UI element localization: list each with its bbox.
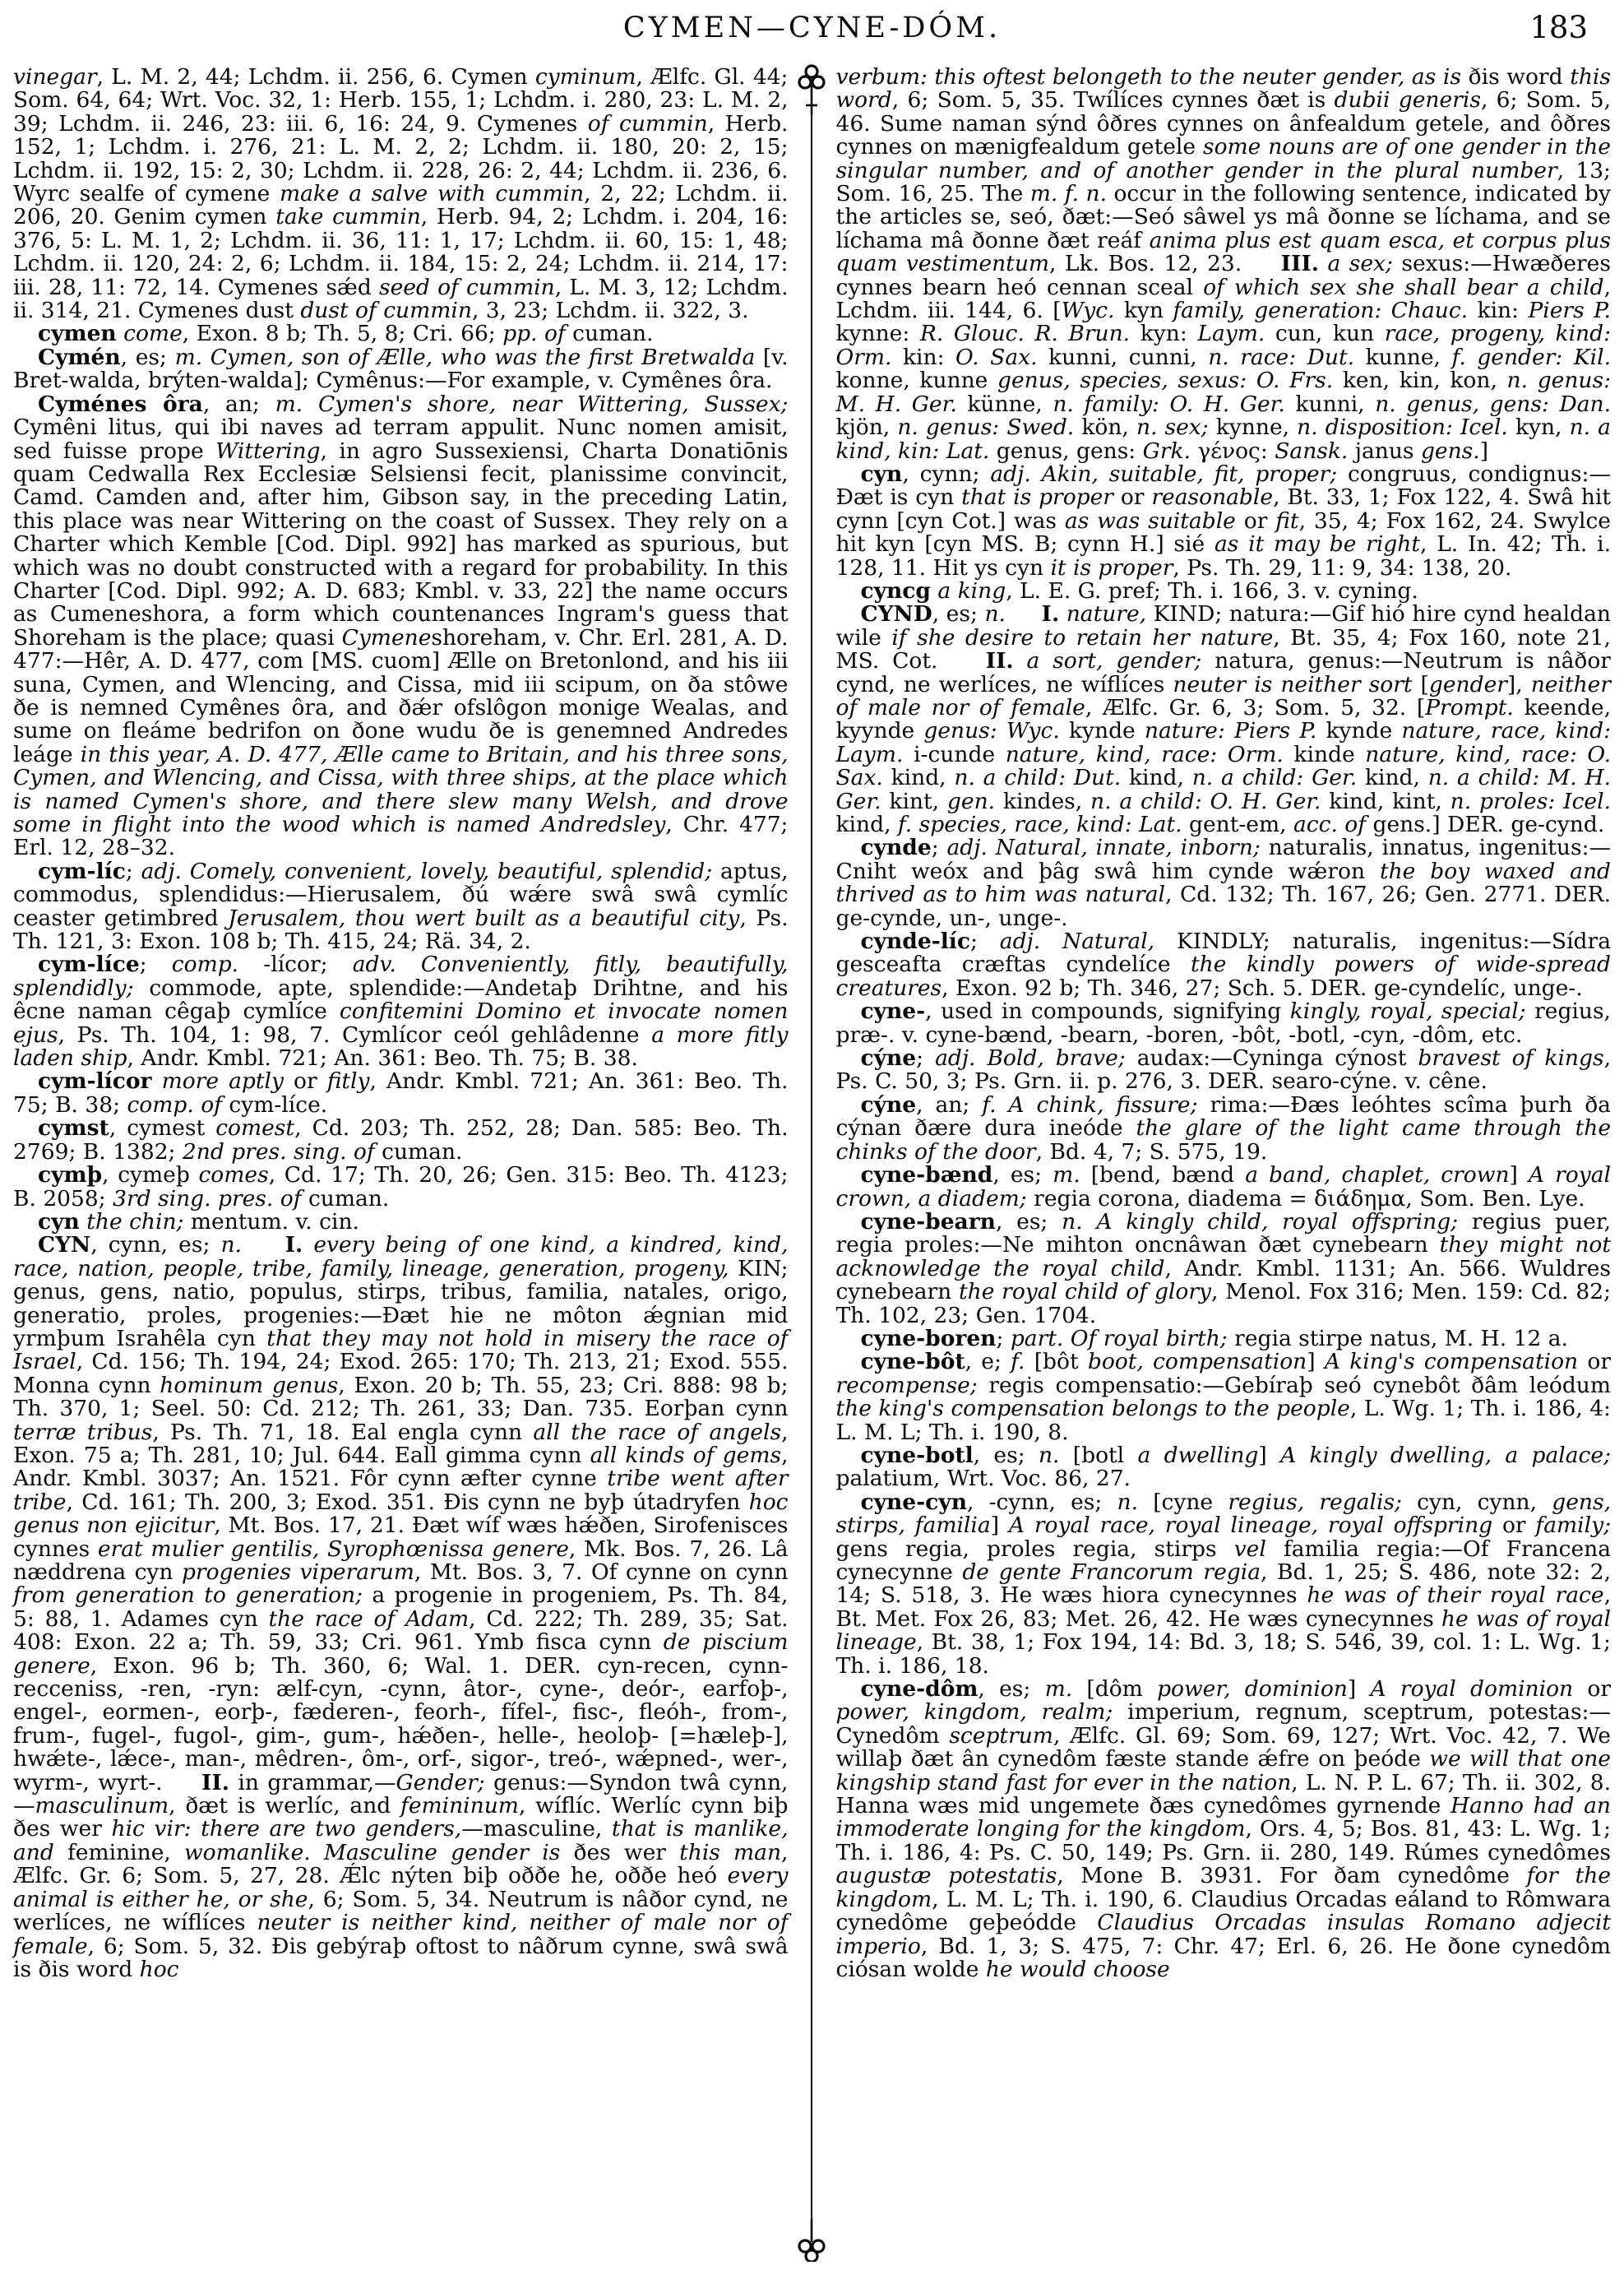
- dictionary-entry: cym-lícor more aptly or fitly, Andr. Kmbl. 721; An. 361: Beo. Th. 75; B. 38; comp. of cym-líce.: [13, 1068, 789, 1118]
- dictionary-entry: cymst, cymest comest, Cd. 203; Th. 252, 28; Dan. 585: Beo. Th. 2769; B. 1382; 2nd pres. sing. of cuman.: [13, 1115, 789, 1165]
- trefoil-ornament-top-icon: [797, 64, 826, 115]
- dictionary-entry: Cymén, es; m. Cymen, son of Ælle, who was the first Bretwalda [v. Bret-walda, brýten-walda]; Cymênus:—For example, v. Cymênes ôra.: [13, 344, 789, 394]
- dictionary-entry: cym-líce; comp. -lícor; adv. Conveniently, fitly, beautifully, splendidly; commode, apte, splendide:—Andetaþ Drihtne, and his êcne naman cêgaþ cymlíce confitemini Domino et invocate nomen ejus, Ps. Th. 104, 1: 98, 7. Cymlícor ceól gehlâdenne a more fitly laden ship, Andr. Kmbl. 721; An. 361: Beo. Th. 75; B. 38.: [13, 952, 789, 1072]
- dictionary-entry: cymen come, Exon. 8 b; Th. 5, 8; Cri. 66; pp. of cuman.: [38, 321, 654, 347]
- dictionary-entry: cyne-, used in compounds, signifying kingly, royal, special; regius, præ-. v. cyne-bænd, -bearn, -boren, -bôt, -botl, -cyn, -dôm, etc.: [835, 998, 1611, 1048]
- dictionary-entry: cynde; adj. Natural, innate, inborn; naturalis, innatus, ingenitus:—Cniht weóx and þâg swâ him cynde wǽron the boy waxed and thrived as to him was natural, Cd. 132; Th. 167, 26; Gen. 2771. DER. ge-cynde, un-, unge-.: [835, 835, 1612, 931]
- left-column: [3, 64, 797, 2262]
- dictionary-entry: cyne-bôt, e; f. [bôt boot, compensation] A king's compensation or recompense; regis compensatio:—Gebíraþ seó cynebôt ðâm leódum the king's compensation belongs to the people, L. Wg. 1; Th. i. 186, 4: L. M. L; Th. i. 190, 8.: [835, 1349, 1611, 1445]
- dictionary-entry: cyn, cynn; adj. Akin, suitable, fit, proper; congruus, condignus:—Ðæt is cyn that is proper or reasonable, Bt. 33, 1; Fox 122, 4. Swâ hit cynn [cyn Cot.] was as was suitable or fit, 35, 4; Fox 162, 24. Swylce hit kyn [cyn MS. B; cynn H.] sié as it may be right, L. In. 42; Th. i. 128, 11. Hit ys cyn it is proper, Ps. Th. 29, 11: 9, 34: 138, 20.: [835, 461, 1612, 581]
- dictionary-entry: cymþ, cymeþ comes, Cd. 17; Th. 20, 26; Gen. 315: Beo. Th. 4123; B. 2058; 3rd sing. pres. of cuman.: [13, 1162, 789, 1211]
- dictionary-entry: cyne-boren; part. Of royal birth; regia stirpe natus, M. H. 12 a.: [860, 1325, 1568, 1351]
- dictionary-entry: Cyménes ôra, an; m. Cymen's shore, near Wittering, Sussex; Cymêni litus, qui ibi naves ad terram appulit. Nunc nomen amisit, sed fuisse prope Wittering, in agro Sussexiensi, Charta Donatiōnis quam Cedwalla Rex Ecclesiæ Selsiensi fecit, planissime convincit, Camd. Camden and, after him, Gibson say, in the preceding Latin, this place was near Wittering on the coast of Sussex. They rely on a Charter which Kemble [Cod. Dipl. 992] has marked as spurious, but which was no doubt constructed with a regard for probability. In this Charter [Cod. Dipl. 992; A. D. 683; Kmbl. v. 33, 22] the name occurs as Cumeneshora, a form which countenances Ingram's guess that Shoreham is the place; quasi Cymeneshoreham, v. Chr. Erl. 281, A. D. 477:—Hêr, A. D. 477, com [MS. cuom] Ælle on Bretonlond, and his iii suna, Cymen, and Wlencing, and Cissa, mid iii scipum, on ða stôwe ðe is nemned Cymênes ôra, and ðǽr ofslôgon monige Wealas, and sume on fleáme bedrifon on ðone wudu ðe is genemned Andredes leáge in this year, A. D. 477, Ælle came to Britain, and his three sons, Cymen, and Wlencing, and Cissa, with three ships, at the place which is named Cymen's shore, and there slew many Welsh, and drove some in flight into the wood which is named Andredsley, Chr. 477; Erl. 12, 28–32.: [13, 391, 789, 861]
- column-rule: [811, 115, 812, 2219]
- trefoil-ornament-bottom-icon: [797, 2219, 826, 2262]
- right-column: [826, 64, 1622, 2262]
- dictionary-entry: CYN, cynn, es; n. I. every being of one kind, a kindred, kind, race, nation, people, tribe, family, lineage, generation, progeny, KIN; genus, gens, natio, populus, stirps, tribus, familia, natales, origo, generatio, proles, progenies:—Ðæt hie ne môton ǽgnian mid yrmþum Israhêla cyn that they may not hold in misery the race of Israel, Cd. 156; Th. 194, 24; Exod. 265: 170; Th. 213, 21; Exod. 555. Monna cynn hominum genus, Exon. 20 b; Th. 55, 23; Cri. 888: 98 b; Th. 370, 1; Seel. 50: Cd. 212; Th. 261, 33; Dan. 735. Eorþan cynn terræ tribus, Ps. Th. 71, 18. Eal engla cynn all the race of angels, Exon. 75 a; Th. 281, 10; Jul. 644. Eall gimma cynn all kinds of gems, Andr. Kmbl. 3037; An. 1521. Fôr cynn æfter cynne tribe went after tribe, Cd. 161; Th. 200, 3; Exod. 351. Ðis cynn ne byþ útadryfen hoc genus non ejicitur, Mt. Bos. 17, 21. Ðæt wíf wæs hǽðen, Sirofenisces cynnes erat mulier gentilis, Syrophœnissa genere, Mk. Bos. 7, 26. Lâ næddrena cyn progenies viperarum, Mt. Bos. 3, 7. Of cynne on cynn from generation to generation; a progenie in progeniem, Ps. Th. 84, 5: 88, 1. Adames cyn the race of Adam, Cd. 222; Th. 289, 35; Sat. 408: Exon. 22 a; Th. 59, 33; Cri. 961. Ymb fisca cynn de piscium genere, Exon. 96 b; Th. 360, 6; Wal. 1. DER. cyn-recen, cynn-recceniss, -ren, -ryn: ælf-cyn, -cynn, âtor-, cyne-, deór-, earfoþ-, engel-, eormen-, eorþ-, fæderen-, feorh-, fífel-, fisc-, fleóh-, from-, frum-, fugel-, fugol-, gim-, gum-, hǽðen-, helle-, heoloþ- [=hæleþ-], hwǽte-, lǽce-, man-, mêdren-, ôm-, orf-, sigor-, treó-, wǽpned-, wer-, wyrm-, wyrt-. II. in grammar,—Gender; genus:—Syndon twâ cynn,—masculinum, ðæt is werlíc, and femininum, wíflíc. Werlíc cynn biþ ðes wer hic vir: there are two genders,—masculine, that is manlike, and feminine, womanlike. Masculine gender is ðes wer this man, Ælfc. Gr. 6; Som. 5, 27, 28. Ǽlc nýten biþ oððe he, oððe heó every animal is either he, or she, 6; Som. 5, 34. Neutrum is nâðor cynd, ne werlíces, ne wíflíces neuter is neither kind, neither of male nor of female, 6; Som. 5, 32. Ðis gebýraþ oftost to nâðrum cynne, swâ swâ is ðis word hoc: [13, 1232, 789, 1982]
- dictionary-entry: cyncg a king, L. E. G. pref; Th. i. 166, 3. v. cyning.: [860, 577, 1418, 604]
- dictionary-entry: cyne-bearn, es; n. A kingly child, royal offspring; regius puer, regia proles:—Ne mihton oncnâwan ðæt cynebearn they might not acknowledge the royal child, Andr. Kmbl. 1131; An. 566. Wuldres cynebearn the royal child of glory, Menol. Fox 316; Men. 159: Cd. 82; Th. 102, 23; Gen. 1704.: [835, 1208, 1611, 1328]
- page-title: CYMEN—CYNE-DÓM.: [622, 12, 1002, 44]
- dictionary-entry: CYND, es; n. I. nature, KIND; natura:—Gif hió hire cynd healdan wile if she desire to retain her nature, Bt. 35, 4; Fox 160, note 21, MS. Cot. II. a sort, gender; natura, genus:—Neutrum is nâðor cynd, ne werlíces, ne wíflíces neuter is neither sort [gender], neither of male nor of female, Ælfc. Gr. 6, 3; Som. 5, 32. [Prompt. keende, kyynde genus: Wyc. kynde nature: Piers P. kynde nature, race, kind: Laym. i-cunde nature, kind, race: Orm. kinde nature, kind, race: O. Sax. kind, n. a child: Dut. kind, n. a child: Ger. kind, n. a child: M. H. Ger. kint, gen. kindes, n. a child: O. H. Ger. kind, kint, n. proles: Icel. kind, f. species, race, kind: Lat. gent-em, acc. of gens.] DER. ge-cynd.: [835, 601, 1612, 837]
- dictionary-entry: cýne, an; f. A chink, fissure; rima:—Ðæs leóhtes scîma þurh ða cýnan ðære dura ineóde the glare of the light came through the chinks of the door, Bd. 4, 7; S. 575, 19.: [835, 1091, 1612, 1165]
- page-number: 183: [1529, 10, 1588, 45]
- dictionary-entry: cyne-botl, es; n. [botl a dwelling] A kingly dwelling, a palace; palatium, Wrt. Voc. 86, 27.: [835, 1442, 1612, 1492]
- page-header: [0, 0, 1624, 64]
- text-columns: [0, 64, 1624, 2262]
- dictionary-entry: cýne; adj. Bold, brave; audax:—Cyninga cýnost bravest of kings, Ps. C. 50, 3; Ps. Grn. ii. p. 276, 3. DER. searo-cýne. v. cêne.: [835, 1045, 1611, 1095]
- dictionary-entry: cyne-dôm, es; m. [dôm power, dominion] A royal dominion or power, kingdom, realm; imperium, regnum, sceptrum, potestas:—Cynedôm sceptrum, Ælfc. Gl. 69; Som. 69, 127; Wrt. Voc. 42, 7. We willaþ ðæt ân cynedôm fæste stande ǽfre on þeóde we will that one kingship stand fast for ever in the nation, L. N. P. L. 67; Th. ii. 302, 8. Hanna wæs mid ungemete ðæs cynedômes gyrnende Hanno had an immoderate longing for the kingdom, Ors. 4, 5; Bos. 81, 43: L. Wg. 1; Th. i. 186, 4: Ps. C. 50, 149; Ps. Grn. ii. 280, 149. Rúmes cynedômes augustæ potestatis, Mone B. 3931. For ðam cynedôme for the kingdom, L. M. L; Th. i. 190, 6. Claudius Orcadas eáland to Rômwara cynedôme geþeódde Claudius Orcadas insulas Romano adjecit imperio, Bd. 1, 3; S. 475, 7: Chr. 47; Erl. 6, 26. He ðone cynedôm ciósan wolde he would choose: [835, 1676, 1612, 1982]
- dictionary-entry: cyn the chin; mentum. v. cin.: [38, 1208, 359, 1235]
- dictionary-entry: cynde-líc; adj. Natural, KINDLY; naturalis, ingenitus:—Sídra gesceafta cræftas cyndelíce the kindly powers of wide-spread creatures, Exon. 92 b; Th. 346, 27; Sch. 5. DER. ge-cyndelíc, unge-.: [835, 929, 1611, 1001]
- dictionary-entry: cym-líc; adj. Comely, convenient, lovely, beautiful, splendid; aptus, commodus, splendidus:—Hierusalem, ðú wǽre swâ swâ cymlíc ceaster getimbred Jerusalem, thou wert built as a beautiful city, Ps. Th. 121, 3: Exon. 108 b; Th. 415, 24; Rä. 34, 2.: [13, 858, 789, 955]
- dictionary-entry: vinegar, L. M. 2, 44; Lchdm. ii. 256, 6. Cymen cyminum, Ælfc. Gl. 44; Som. 64, 64; Wrt. Voc. 32, 1: Herb. 155, 1; Lchdm. i. 280, 23: L. M. 2, 39; Lchdm. ii. 246, 23: iii. 6, 16: 24, 9. Cymenes of cummin, Herb. 152, 1; Lchdm. i. 276, 21: L. M. 2, 2; Lchdm. ii. 180, 20: 2, 15; Lchdm. ii. 192, 15: 2, 30; Lchdm. ii. 228, 26: 2, 44; Lchdm. ii. 236, 6. Wyrc sealfe of cymene make a salve with cummin, 2, 22; Lchdm. ii. 206, 20. Genim cymen take cummin, Herb. 94, 2; Lchdm. i. 204, 16: 376, 5: L. M. 1, 2; Lchdm. ii. 36, 11: 1, 17; Lchdm. ii. 60, 15: 1, 48; Lchdm. ii. 120, 24: 2, 6; Lchdm. ii. 184, 15: 2, 24; Lchdm. ii. 214, 17: iii. 28, 11: 72, 14. Cymenes sǽd seed of cummin, L. M. 3, 12; Lchdm. ii. 314, 21. Cymenes dust dust of cummin, 3, 23; Lchdm. ii. 322, 3.: [13, 64, 789, 324]
- dictionary-entry: cyne-cyn, -cynn, es; n. [cyne regius, regalis; cyn, cynn, gens, stirps, familia] A royal race, royal lineage, royal offspring or family; gens regia, proles regia, stirps vel familia regia:—Of Francena cynecynne de gente Francorum regia, Bd. 1, 25; S. 486, note 32: 2, 14; S. 518, 3. He wæs hiora cynecynnes he was of their royal race, Bt. Met. Fox 26, 83; Met. 26, 42. He wæs cynecynnes he was of royal lineage, Bt. 38, 1; Fox 194, 14: Bd. 3, 18; S. 546, 39, col. 1: L. Wg. 1; Th. i. 186, 18.: [835, 1489, 1612, 1679]
- dictionary-entry: cyne-bænd, es; m. [bend, bænd a band, chaplet, crown] A royal crown, a diadem; regia corona, diadema = διάδημα, Som. Ben. Lye.: [835, 1162, 1611, 1211]
- dictionary-entry: verbum: this oftest belongeth to the neuter gender, as is ðis word this word, 6; Som. 5, 35. Twílíces cynnes ðæt is dubii generis, 6; Som. 5, 46. Sume naman sýnd ôðres cynnes on ânfealdum getele, and ôðres cynnes on mænigfealdum getele some nouns are of one gender in the singular number, and of another gender in the plural number, 13; Som. 16, 25. The m. f. n. occur in the following sentence, indicated by the articles se, seó, ðæt:—Seó sâwel ys mâ ðonne se líchama, and se líchama mâ ðonne ðæt reáf anima plus est quam esca, et corpus plus quam vestimentum, Lk. Bos. 12, 23. III. a sex; sexus:—Hwæðeres cynnes bearn heó cennan sceal of which sex she shall bear a child, Lchdm. iii. 144, 6. [Wyc. kyn family, generation: Chauc. kin: Piers P. kynne: R. Glouc. R. Brun. kyn: Laym. cun, kun race, progeny, kind: Orm. kin: O. Sax. kunni, cunni, n. race: Dut. kunne, f. gender: Kil. konne, kunne genus, species, sexus: O. Frs. ken, kin, kon, n. genus: M. H. Ger. künne, n. family: O. H. Ger. kunni, n. genus, gens: Dan. kjön, n. genus: Swed. kön, n. sex; kynne, n. disposition: Icel. kyn, n. a kind, kin: Lat. genus, gens: Grk. γένος: Sansk. janus gens.]: [835, 64, 1612, 464]
- column-divider: [797, 64, 826, 2262]
